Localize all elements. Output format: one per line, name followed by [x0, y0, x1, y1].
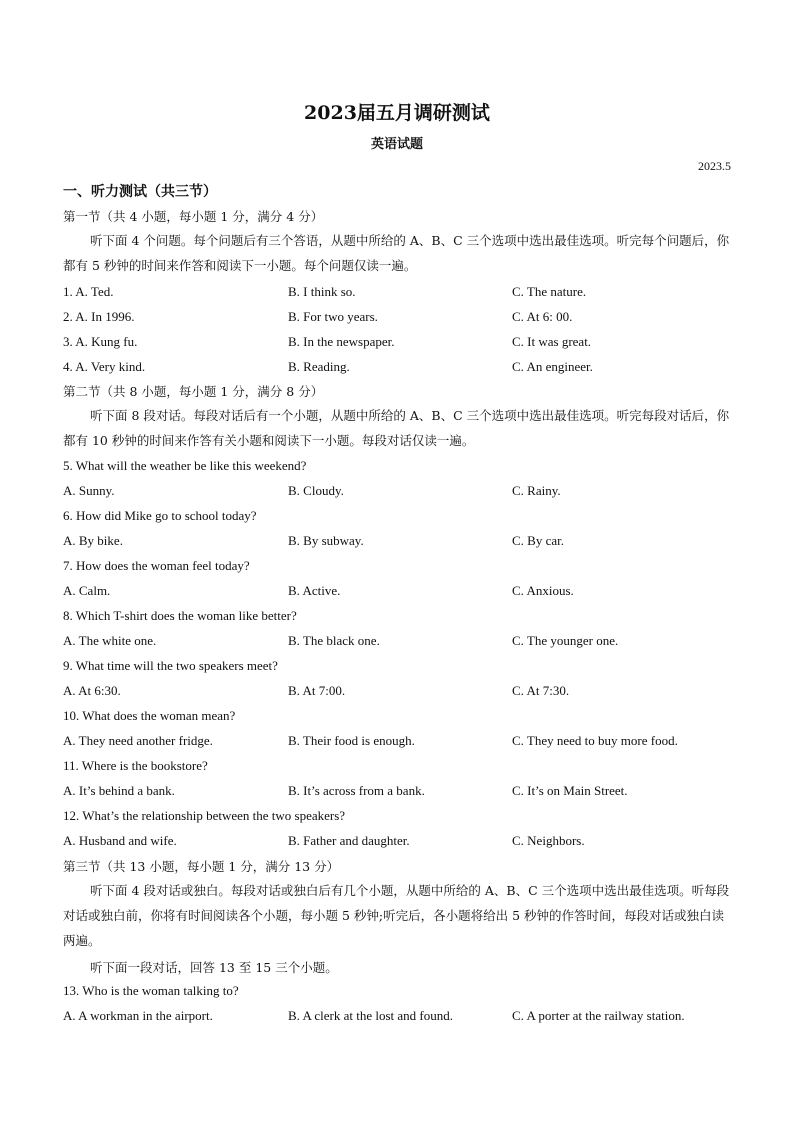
option-b: B. The black one. — [288, 633, 380, 648]
option-b: B. At 7:00. — [288, 683, 346, 698]
option-c: C. An engineer. — [512, 359, 593, 374]
option-a: 3. A. Kung fu. — [63, 334, 138, 349]
option-c: C. Rainy. — [512, 483, 561, 498]
option-c: C. A porter at the railway station. — [512, 1008, 685, 1023]
option-c: C. They need to buy more food. — [512, 733, 678, 748]
exam-title: 2023届五月调研测试 — [304, 102, 490, 124]
option-a: A. A workman in the airport. — [63, 1008, 213, 1023]
option-c: C. The nature. — [512, 284, 587, 299]
option-a: A. They need another fridge. — [63, 733, 213, 748]
option-b: B. In the newspaper. — [288, 334, 395, 349]
section1-title: 第一节（共 4 小题，每小题 1 分，满分 4 分） — [63, 209, 324, 224]
question-text: 11. Where is the bookstore? — [63, 758, 208, 773]
section1-instruction: 听下面 4 个问题。每个问题后有三个答语，从题中所给的 A、B、C 三个选项中选出最佳选项。听完每个问题后，你都有 5 秒钟的时间来作答和阅读下一小题。每个问题仅读一遍。 — [63, 233, 730, 273]
section3-instruction: 听下面 4 段对话或独白。每段对话或独白后有几个小题，从题中所给的 A、B、C 三个选项中选出最佳选项。听每段对话或独白前，你将有时间阅读各个小题，每小题 5 秒钟;听完后，各小题将给出 5 秒钟的作答时间，每段对话或独白读两遍。 — [63, 883, 730, 948]
part-heading: 一、听力测试（共三节） — [63, 184, 217, 200]
option-b: B. Their food is enough. — [288, 733, 415, 748]
option-c: C. Neighbors. — [512, 833, 585, 848]
option-c: C. Anxious. — [512, 583, 574, 598]
section3-title: 第三节（共 13 小题，每小题 1 分，满分 13 分） — [63, 859, 340, 874]
question-text: 8. Which T-shirt does the woman like better? — [63, 608, 297, 623]
option-b: B. For two years. — [288, 309, 378, 324]
option-b: B. Reading. — [288, 359, 350, 374]
option-c: C. By car. — [512, 533, 564, 548]
question-text: 6. How did Mike go to school today? — [63, 508, 257, 523]
option-c: C. At 6: 00. — [512, 309, 573, 324]
option-a: 2. A. In 1996. — [63, 309, 135, 324]
question-text: 12. What’s the relationship between the two speakers? — [63, 808, 346, 823]
option-b: B. A clerk at the lost and found. — [288, 1008, 454, 1023]
option-b: B. Father and daughter. — [288, 833, 410, 848]
option-a: A. At 6:30. — [63, 683, 121, 698]
option-b: B. It’s across from a bank. — [288, 783, 425, 798]
exam-subtitle: 英语试题 — [370, 137, 423, 152]
option-a: A. Calm. — [63, 583, 111, 598]
exam-date: 2023.5 — [698, 159, 731, 173]
option-a: 4. A. Very kind. — [63, 359, 146, 374]
option-c: C. It’s on Main Street. — [512, 783, 628, 798]
option-a: A. The white one. — [63, 633, 157, 648]
question-text: 7. How does the woman feel today? — [63, 558, 250, 573]
option-b: B. Active. — [288, 583, 341, 598]
option-a: A. Husband and wife. — [63, 833, 177, 848]
option-a: A. By bike. — [63, 533, 123, 548]
question-text: 13. Who is the woman talking to? — [63, 983, 239, 998]
option-c: C. At 7:30. — [512, 683, 570, 698]
question-text: 10. What does the woman mean? — [63, 708, 236, 723]
option-a: 1. A. Ted. — [63, 284, 114, 299]
option-a: A. It’s behind a bank. — [63, 783, 175, 798]
option-b: B. By subway. — [288, 533, 364, 548]
section3-sub-instruction: 听下面一段对话，回答 13 至 15 三个小题。 — [90, 960, 338, 975]
option-c: C. The younger one. — [512, 633, 619, 648]
section2-instruction: 听下面 8 段对话。每段对话后有一个小题，从题中所给的 A、B、C 三个选项中选出最佳选项。听完每段对话后，你都有 10 秒钟的时间来作答有关小题和阅读下一小题。每段对话仅读一遍。 — [63, 408, 730, 448]
question-text: 5. What will the weather be like this weekend? — [63, 458, 307, 473]
option-b: B. Cloudy. — [288, 483, 344, 498]
option-a: A. Sunny. — [63, 483, 115, 498]
section2-title: 第二节（共 8 小题，每小题 1 分，满分 8 分） — [63, 384, 324, 399]
option-b: B. I think so. — [288, 284, 356, 299]
option-c: C. It was great. — [512, 334, 592, 349]
question-text: 9. What time will the two speakers meet? — [63, 658, 278, 673]
